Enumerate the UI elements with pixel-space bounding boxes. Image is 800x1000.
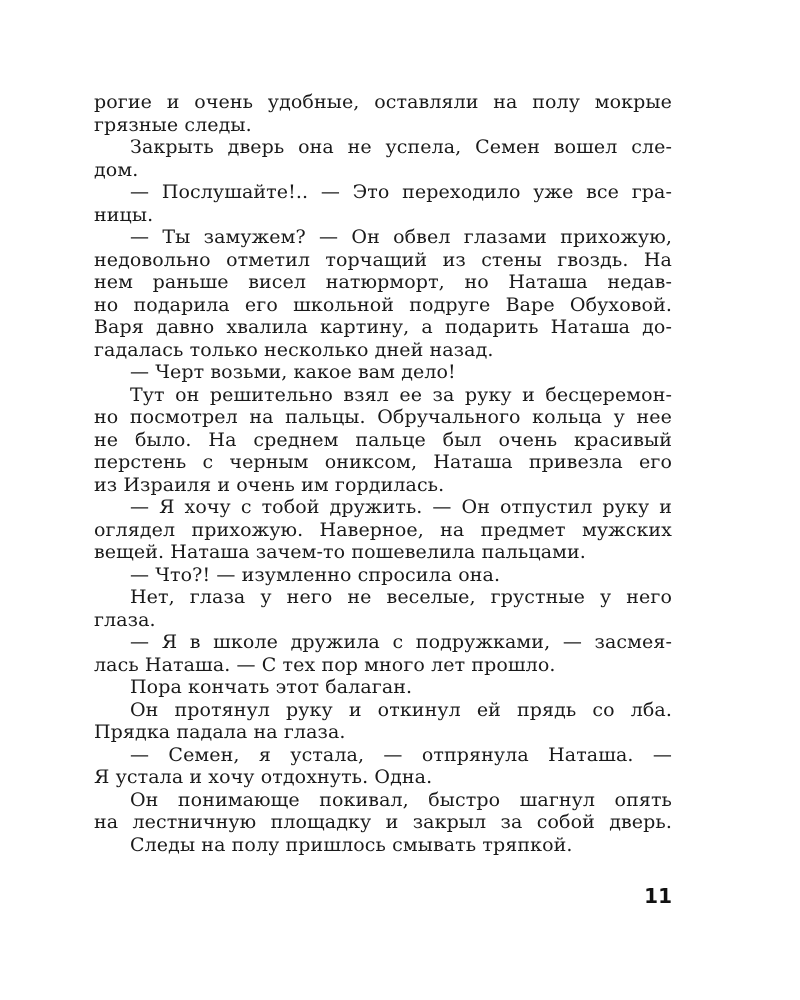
text-line: — Я хочу с тобой дружить. — Он отпустил руку и xyxy=(130,496,672,518)
text-line: но посмотрел на пальцы. Обручального кольца у нее xyxy=(94,406,672,428)
text-line: Он протянул руку и откинул ей прядь со лба. xyxy=(130,698,672,721)
text-line: Я устала и хочу отдохнуть. Одна. xyxy=(94,766,433,788)
text-line: глаза. xyxy=(94,608,156,631)
text-line: Тут он решительно взял ее за руку и бесцеремон- xyxy=(130,383,672,406)
text-line: — Я в школе дружила с подружками, — засмея- xyxy=(130,631,672,653)
text-line: Следы на полу пришлось смывать тряпкой. xyxy=(130,833,573,856)
text-line: — Послушайте!.. — Это переходило уже все гра- xyxy=(130,181,672,203)
text-line: грязные следы. xyxy=(94,113,252,136)
text-line: — Ты замужем? — Он обвел глазами прихожую, xyxy=(130,226,672,248)
text-line: Прядка падала на глаза. xyxy=(94,721,346,743)
body-text xyxy=(94,91,672,856)
text-line: нем раньше висел натюрморт, но Наташа недав- xyxy=(94,271,672,293)
text-line: Он понимающе покивал, быстро шагнул опять xyxy=(130,788,672,811)
text-line: перстень с черным ониксом, Наташа привезла его xyxy=(94,451,672,473)
text-line: ницы. xyxy=(94,203,154,226)
text-line: дом. xyxy=(94,158,139,181)
text-line: — Черт возьми, какое вам дело! xyxy=(130,361,456,383)
page-number: 11 xyxy=(644,884,672,908)
text-line: — Что?! — изумленно спросила она. xyxy=(130,563,501,586)
text-line: не было. На среднем пальце был очень красивый xyxy=(94,428,672,451)
text-line: оглядел прихожую. Наверное, на предмет мужских xyxy=(94,518,672,541)
text-line: из Израиля и очень им гордилась. xyxy=(94,473,445,496)
text-line: — Семен, я устала, — отпрянула Наташа. — xyxy=(130,743,672,766)
text-line: Варя давно хвалила картину, а подарить Наташа до- xyxy=(94,316,672,338)
text-line: гадалась только несколько дней назад. xyxy=(94,338,494,361)
text-line: на лестничную площадку и закрыл за собой дверь. xyxy=(94,811,672,833)
text-line: недовольно отметил торчащий из стены гвоздь. На xyxy=(94,248,672,271)
text-line: Пора кончать этот балаган. xyxy=(130,676,413,698)
text-line: Закрыть дверь она не успела, Семен вошел сле- xyxy=(130,136,672,158)
text-line: но подарила его школьной подруге Варе Обуховой. xyxy=(94,293,672,316)
text-line: рогие и очень удобные, оставляли на полу мокрые xyxy=(94,91,672,113)
text-line: лась Наташа. — С тех пор много лет прошло. xyxy=(94,653,556,676)
text-line: вещей. Наташа зачем-то пошевелила пальцами. xyxy=(94,541,586,563)
text-line: Нет, глаза у него не веселые, грустные у него xyxy=(130,586,672,608)
